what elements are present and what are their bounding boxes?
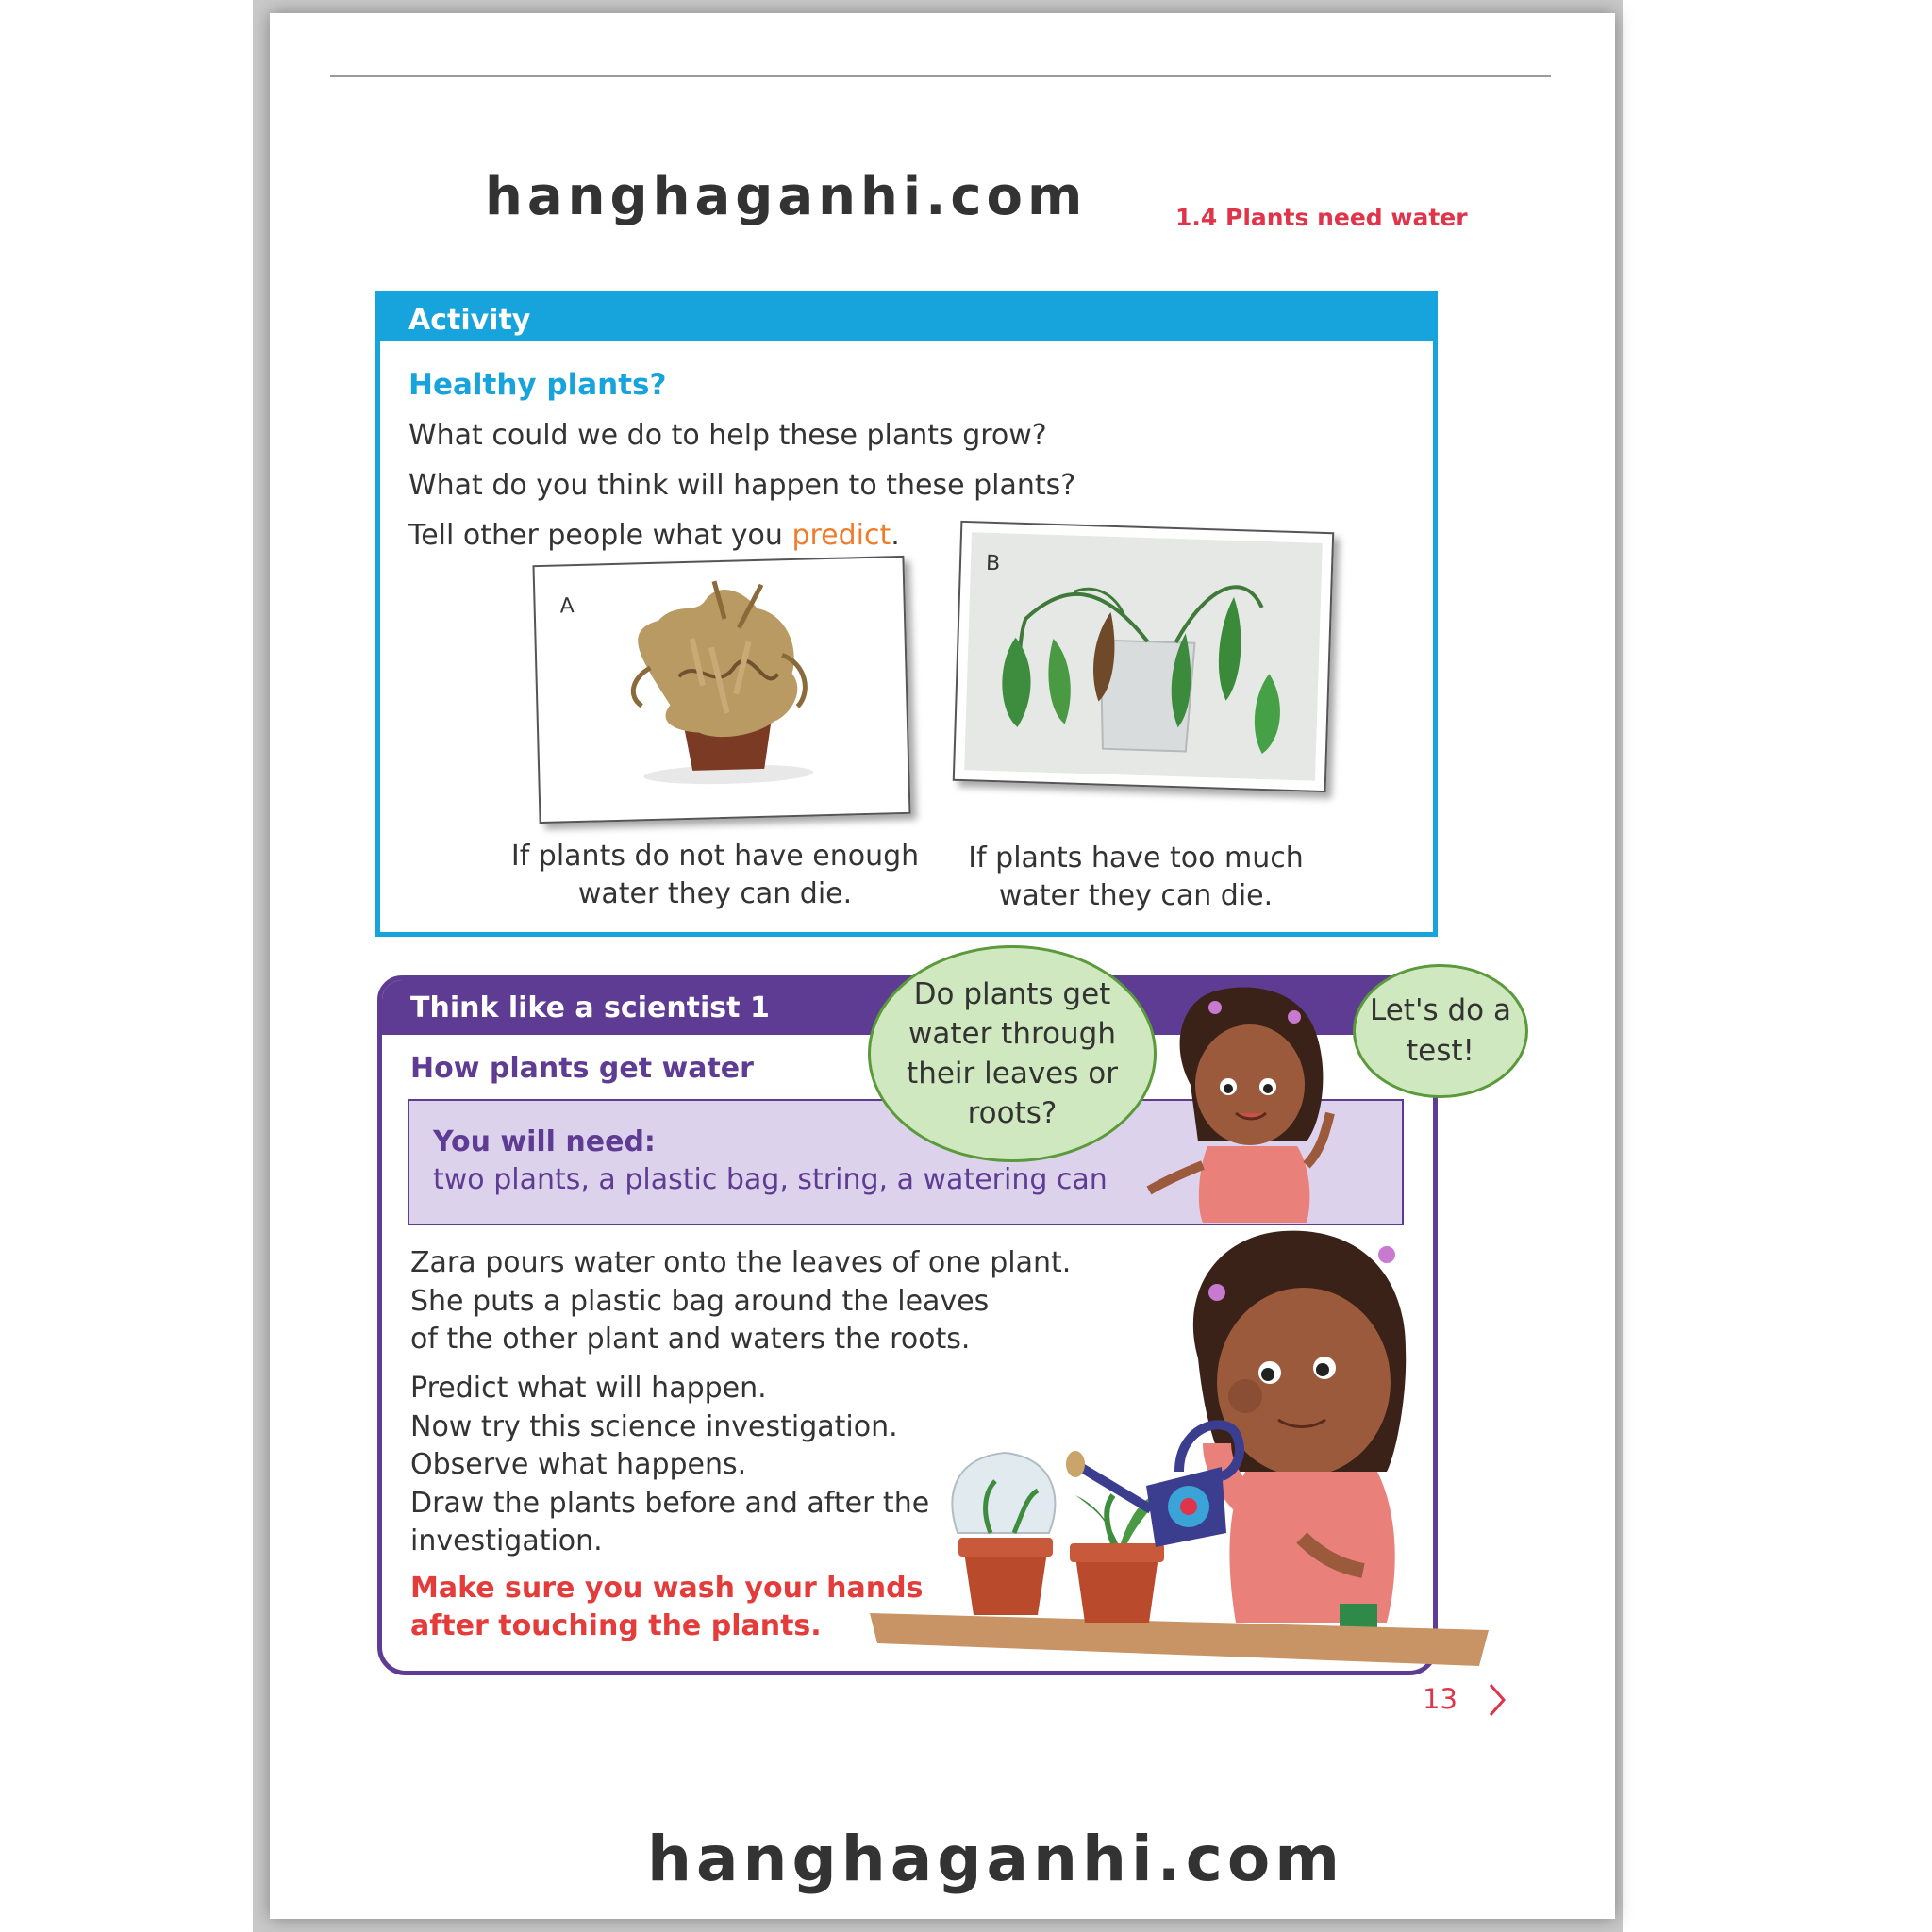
q3-text-before: Tell other people what you (408, 519, 792, 552)
photo-a-label: A (559, 594, 575, 619)
warning-line-2: after touching the plants. (410, 1609, 822, 1642)
photo-b-label: B (985, 551, 1001, 576)
para2-line-1: Predict what will happen. (410, 1372, 767, 1405)
watermark-top: hanghaganhi.com (485, 166, 1088, 227)
para2-line-2: Now try this science investigation. (410, 1409, 898, 1443)
chevron-right-icon[interactable] (1487, 1681, 1507, 1723)
photo-a-caption: If plants do not have enough water they can die. (510, 840, 920, 910)
watermark-bottom: hanghaganhi.com (647, 1823, 1344, 1895)
need-title: You will need: (433, 1125, 656, 1158)
activity-question-2: What do you think will happen to these plants? (408, 469, 1076, 502)
warning-line-1: Make sure you wash your hands (410, 1572, 924, 1605)
activity-question-1: What could we do to help these plants grow? (408, 419, 1047, 452)
zara-small-illustration (1149, 987, 1330, 1223)
activity-subtitle: Healthy plants? (408, 368, 667, 402)
predict-keyword: predict (791, 519, 891, 552)
speech-bubble-question: Do plants get water through their leaves or roots? (868, 945, 1157, 1162)
page-number: 13 (1423, 1683, 1457, 1715)
para2-line-5: investigation. (410, 1524, 603, 1557)
para1-line-1: Zara pours water onto the leaves of one plant. (410, 1246, 1072, 1279)
para2-line-4: Draw the plants before and after the (410, 1486, 930, 1520)
shelf (870, 1613, 1489, 1666)
scientist-title: Think like a scientist 1 (410, 991, 770, 1024)
photo-b-caption: If plants have too much water they can die. (968, 841, 1304, 912)
plant-with-bag (952, 1453, 1055, 1615)
section-label: 1.4 Plants need water (1175, 204, 1468, 231)
zara-large-illustration (1193, 1231, 1406, 1641)
need-items: two plants, a plastic bag, string, a watering can (433, 1163, 1108, 1196)
para2-line-3: Observe what happens. (410, 1448, 747, 1481)
para1-line-3: of the other plant and waters the roots. (410, 1323, 971, 1356)
para1-line-2: She puts a plastic bag around the leaves (410, 1284, 990, 1318)
watering-can (1066, 1424, 1240, 1547)
q3-text-after: . (891, 519, 900, 552)
speech-bubble-test: Let's do a test! (1353, 964, 1528, 1098)
activity-title: Activity (408, 304, 531, 337)
scientist-subtitle: How plants get water (410, 1052, 754, 1085)
